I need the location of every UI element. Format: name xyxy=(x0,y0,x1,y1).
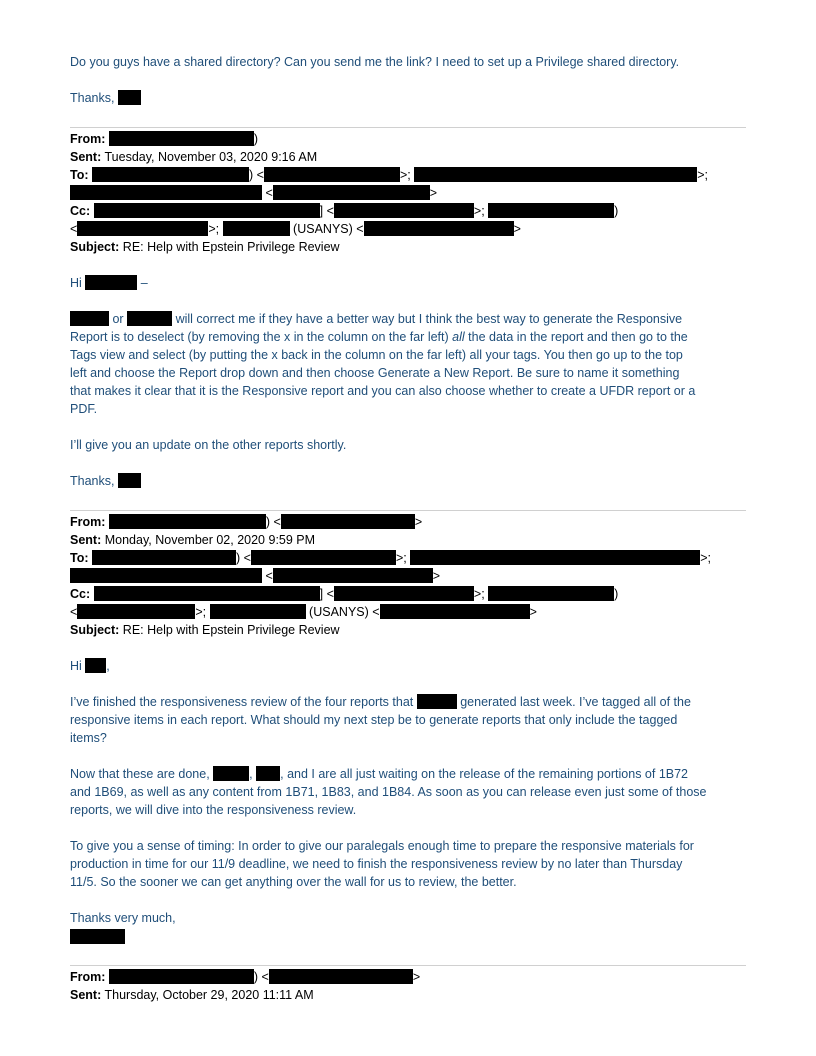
redaction-bar xyxy=(273,185,430,200)
email1-para2: I’ll give you an update on the other reports shortly. xyxy=(70,438,347,452)
email2-para3-line2: production in time for our 11/9 deadline, we need to finish the responsiveness review by no later than Thursday xyxy=(70,857,683,871)
redaction-bar xyxy=(109,514,266,529)
email2-sent: Sent: Monday, November 02, 2020 9:59 PM xyxy=(70,533,316,547)
email1-para1-line3: Tags view and select (by putting the x back in the column on the far left) all your tags. You then go up to the top xyxy=(70,348,683,362)
redaction-bar xyxy=(210,604,306,619)
redaction-bar xyxy=(118,90,141,105)
redaction-bar xyxy=(70,568,262,583)
email2-para1-line2: responsive items in each report. What should my next step be to generate reports that only include the tagged xyxy=(70,713,678,727)
redaction-bar xyxy=(380,604,530,619)
redaction-bar xyxy=(213,766,249,781)
email2-cc-cont: < >; (USANYS) < > xyxy=(70,605,537,619)
redaction-bar xyxy=(256,766,280,781)
redaction-bar xyxy=(92,167,249,182)
email2-para3-line3: 11/5. So the sooner we can get anything over the wall for us to review, the better. xyxy=(70,875,517,889)
email2-cc: Cc: ] < >; ) xyxy=(70,587,619,601)
redaction-bar xyxy=(118,473,141,488)
redaction-bar xyxy=(364,221,514,236)
email2-to: To: ) < >; >; xyxy=(70,551,711,565)
email2-from: From: ) < > xyxy=(70,515,423,529)
redaction-bar xyxy=(410,550,700,565)
email1-cc-cont: < >; (USANYS) < > xyxy=(70,222,521,236)
email1-to-cont: < > xyxy=(70,184,746,202)
email1-sent: Sent: Tuesday, November 03, 2020 9:16 AM xyxy=(70,150,318,164)
redaction-bar xyxy=(264,167,400,182)
redaction-bar xyxy=(85,275,137,290)
redaction-bar xyxy=(94,586,320,601)
email1-from: From: ) xyxy=(70,132,259,146)
redaction-bar xyxy=(281,514,415,529)
redaction-bar xyxy=(488,586,614,601)
redaction-bar xyxy=(417,694,457,709)
email2-para1-line3: items? xyxy=(70,731,107,745)
redaction-bar xyxy=(70,185,262,200)
email2-para2-line1: Now that these are done, , , and I are all just waiting on the release of the remaining portions of 1B72 xyxy=(70,767,689,781)
email2-subject: Subject: RE: Help with Epstein Privilege Review xyxy=(70,623,340,637)
email-divider xyxy=(70,510,746,511)
redaction-bar xyxy=(77,604,195,619)
redaction-bar xyxy=(77,221,208,236)
redaction-bar xyxy=(273,568,433,583)
redaction-bar xyxy=(488,203,614,218)
redaction-bar xyxy=(94,203,320,218)
redaction-bar xyxy=(223,221,290,236)
redaction-bar xyxy=(70,311,109,326)
redaction-bar xyxy=(334,203,474,218)
email2-signature xyxy=(70,928,746,946)
email2-para1-line1: I’ve finished the responsiveness review of the four reports that generated last week. I’ve tagged all of the xyxy=(70,695,691,709)
email1-cc: Cc: ] < >; ) xyxy=(70,204,619,218)
redaction-bar xyxy=(127,311,172,326)
email1-para1-line5: that makes it clear that it is the Responsive report and you can also choose whether to create a UFDR report or a xyxy=(70,384,696,398)
email2-greeting: Hi , xyxy=(70,659,110,673)
email3-from: From: ) < > xyxy=(70,970,421,984)
redaction-bar xyxy=(414,167,697,182)
email1-to: To: ) < >; >; xyxy=(70,168,708,182)
redaction-bar xyxy=(334,586,474,601)
email3-sent: Sent: Thursday, October 29, 2020 11:11 AM xyxy=(70,988,314,1002)
redaction-bar xyxy=(109,131,254,146)
email1-greeting: Hi – xyxy=(70,276,148,290)
redaction-bar xyxy=(85,658,106,673)
email2-to-cont: < > xyxy=(70,567,746,585)
redaction-bar xyxy=(70,929,125,944)
email2-para2-line2: and 1B69, as well as any content from 1B71, 1B83, and 1B84. As soon as you can release even just some of those xyxy=(70,785,707,799)
opening-question: Do you guys have a shared directory? Can you send me the link? I need to set up a Privilege shared directory. xyxy=(70,55,680,69)
redaction-bar xyxy=(269,969,413,984)
redaction-bar xyxy=(251,550,396,565)
email1-para1-line2: Report is to deselect (by removing the x in the column on the far left) all the data in the report and then go to the xyxy=(70,330,688,344)
email2-signoff: Thanks very much, xyxy=(70,911,176,925)
email1-para1-line4: left and choose the Report drop down and then choose Generate a New Report. Be sure to name it something xyxy=(70,366,680,380)
email1-para1-line1: or will correct me if they have a better way but I think the best way to generate the Responsive xyxy=(70,310,746,328)
top-signoff: Thanks, xyxy=(70,89,746,107)
email-divider xyxy=(70,965,746,966)
email2-para3-line1: To give you a sense of timing: In order to give our paralegals enough time to prepare the responsive materials for xyxy=(70,839,694,853)
redaction-bar xyxy=(109,969,254,984)
email2-para2-line3: reports, we will dive into the responsiveness review. xyxy=(70,803,357,817)
email1-subject: Subject: RE: Help with Epstein Privilege Review xyxy=(70,240,340,254)
email-divider xyxy=(70,127,746,128)
redaction-bar xyxy=(92,550,236,565)
email1-signoff: Thanks, xyxy=(70,472,746,490)
email1-para1-line6: PDF. xyxy=(70,402,98,416)
